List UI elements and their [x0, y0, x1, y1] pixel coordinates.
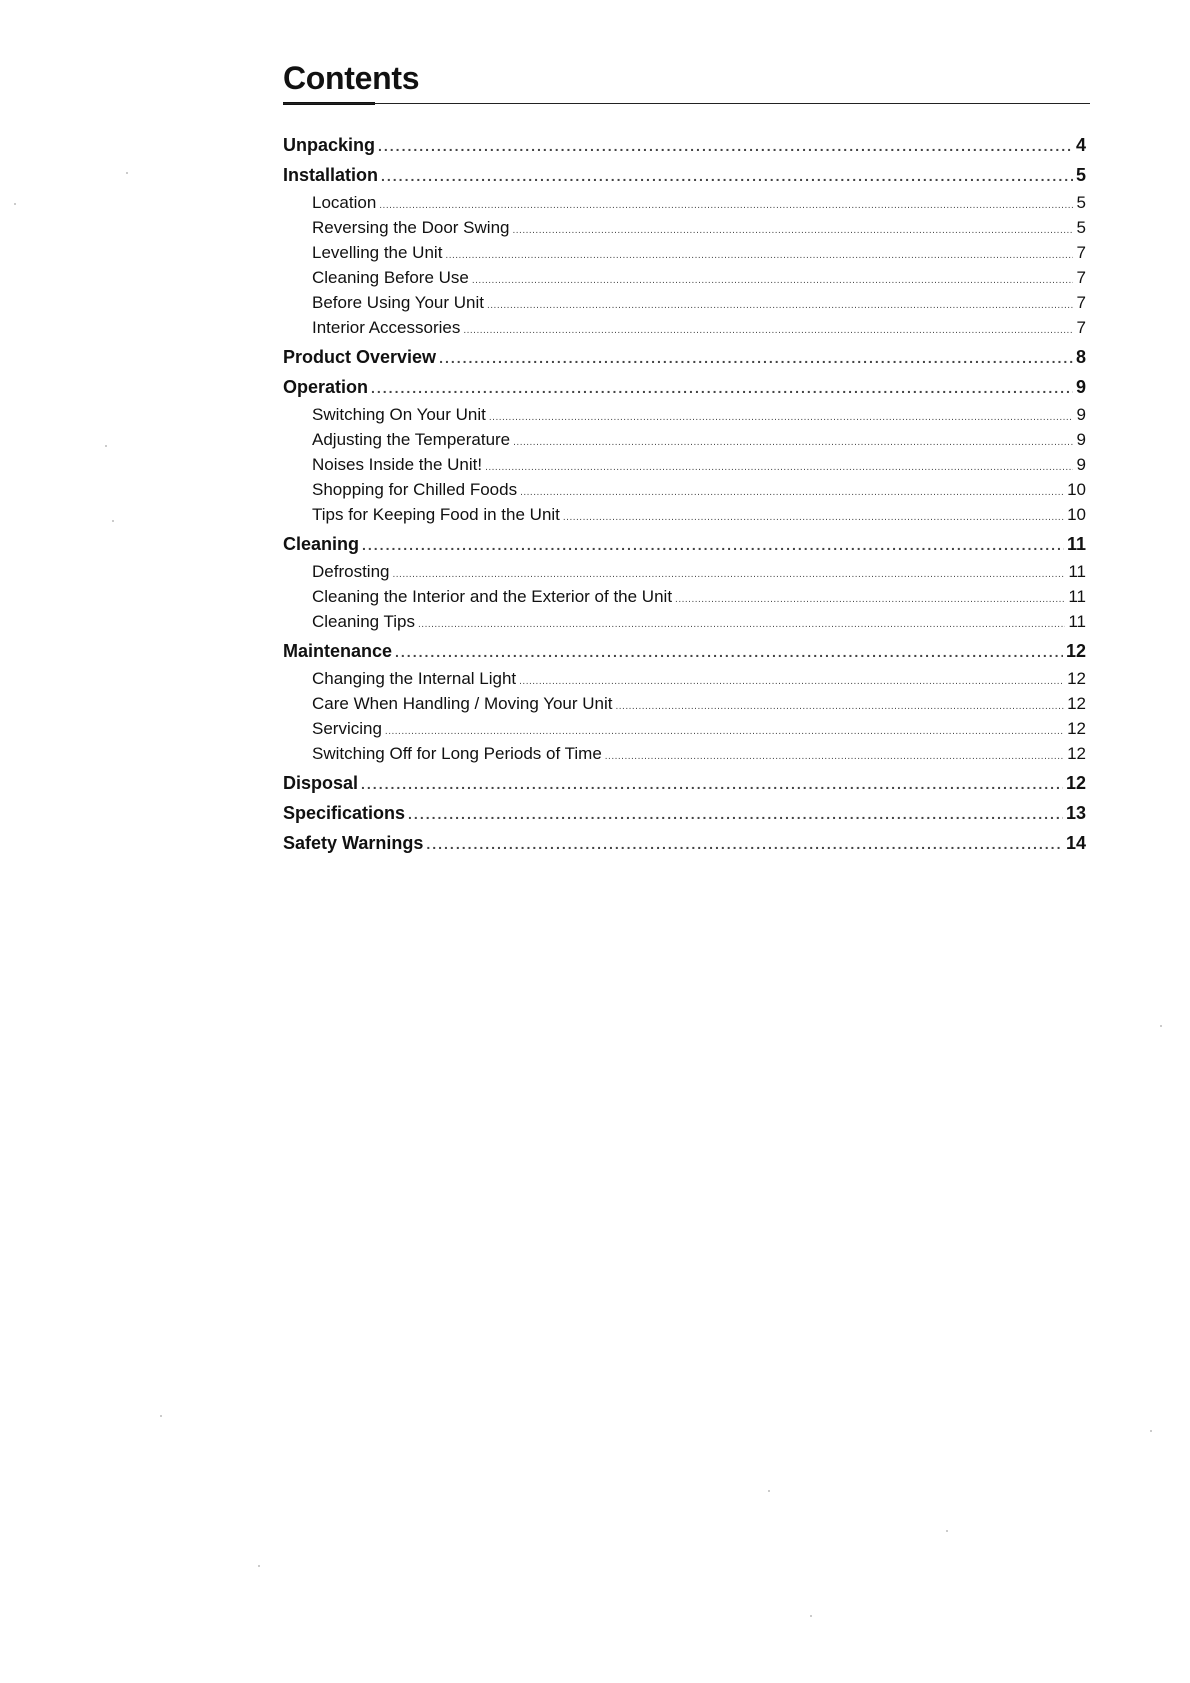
toc-page-number: 12 [1067, 669, 1086, 688]
toc-entry-label: Before Using Your Unit [312, 293, 484, 312]
toc-subsection-entry [283, 691, 1086, 716]
toc-entry-label: Noises Inside the Unit! [312, 455, 483, 474]
toc-page-number: 7 [1076, 268, 1086, 287]
toc-dot-leader [520, 480, 1064, 505]
toc-entry-label: Shopping for Chilled Foods [312, 480, 518, 499]
toc-dot-leader [512, 218, 1073, 243]
toc-page-number: 12 [1065, 773, 1086, 793]
toc-dot-leader [378, 131, 1073, 161]
toc-entry-label: Adjusting the Temperature [312, 430, 511, 449]
toc-subsection-entry [283, 215, 1086, 240]
toc-entry-label: Cleaning the Interior and the Exterior of the Unit [312, 587, 673, 606]
toc-dot-leader [605, 744, 1064, 769]
toc-entry-label: Unpacking [283, 135, 376, 155]
toc-page-number: 11 [1066, 534, 1086, 554]
scan-speck [112, 520, 114, 522]
scan-speck [768, 1490, 770, 1492]
toc-dot-leader [463, 318, 1073, 343]
toc-page-number: 11 [1068, 587, 1086, 606]
toc-entry-label: Servicing [312, 719, 382, 738]
scan-speck [1160, 1025, 1162, 1027]
toc-dot-leader [439, 343, 1073, 373]
toc-page-number: 11 [1068, 562, 1086, 581]
toc-subsection-entry [283, 666, 1086, 691]
toc-section-entry [283, 342, 1086, 372]
toc-entry-label: Reversing the Door Swing [312, 218, 510, 237]
toc-subsection-entry [283, 240, 1086, 265]
toc-page-number: 9 [1076, 455, 1086, 474]
toc-subsection-entry [283, 741, 1086, 766]
toc-page-number: 4 [1075, 135, 1086, 155]
scan-speck [810, 1615, 812, 1617]
scan-speck [14, 203, 16, 205]
toc-page-number: 7 [1076, 293, 1086, 312]
toc-entry-label: Specifications [283, 803, 406, 823]
toc-dot-leader [426, 829, 1063, 859]
toc-subsection-entry [283, 315, 1086, 340]
toc-entry-label: Levelling the Unit [312, 243, 443, 262]
toc-section-entry [283, 372, 1086, 402]
toc-section-entry [283, 768, 1086, 798]
scan-speck [1150, 1430, 1152, 1432]
toc-subsection-entry [283, 559, 1086, 584]
scan-speck [126, 172, 128, 174]
toc-entry-label: Interior Accessories [312, 318, 461, 337]
toc-subsection-entry [283, 427, 1086, 452]
toc-page-number: 12 [1067, 744, 1086, 763]
scan-speck [160, 1415, 162, 1417]
toc-subsection-entry [283, 190, 1086, 215]
toc-entry-label: Cleaning [283, 534, 360, 554]
table-of-contents [283, 130, 1086, 858]
toc-dot-leader [381, 161, 1073, 191]
toc-entry-label: Care When Handling / Moving Your Unit [312, 694, 613, 713]
toc-entry-label: Switching On Your Unit [312, 405, 486, 424]
toc-entry-label: Product Overview [283, 347, 437, 367]
toc-page-number: 13 [1065, 803, 1086, 823]
toc-dot-leader [487, 293, 1073, 318]
toc-entry-label: Safety Warnings [283, 833, 424, 853]
toc-dot-leader [395, 637, 1063, 667]
toc-page-number: 7 [1076, 243, 1086, 262]
scan-speck [946, 1530, 948, 1532]
toc-subsection-entry [283, 477, 1086, 502]
toc-page-number: 5 [1076, 193, 1086, 212]
toc-entry-label: Disposal [283, 773, 359, 793]
toc-entry-label: Operation [283, 377, 369, 397]
toc-entry-label: Defrosting [312, 562, 390, 581]
toc-entry-label: Cleaning Tips [312, 612, 416, 631]
toc-dot-leader [675, 587, 1065, 612]
toc-dot-leader [489, 405, 1073, 430]
toc-dot-leader [616, 694, 1065, 719]
toc-page-number: 9 [1076, 430, 1086, 449]
page-title: Contents [283, 60, 420, 96]
toc-dot-leader [418, 612, 1065, 637]
toc-subsection-entry [283, 290, 1086, 315]
toc-subsection-entry [283, 609, 1086, 634]
toc-page-number: 9 [1076, 405, 1086, 424]
toc-subsection-entry [283, 402, 1086, 427]
toc-subsection-entry [283, 584, 1086, 609]
toc-entry-label: Maintenance [283, 641, 393, 661]
toc-entry-label: Installation [283, 165, 379, 185]
toc-entry-label: Tips for Keeping Food in the Unit [312, 505, 560, 524]
toc-dot-leader [485, 455, 1073, 480]
toc-section-entry [283, 160, 1086, 190]
toc-dot-leader [472, 268, 1073, 293]
toc-dot-leader [563, 505, 1064, 530]
toc-page-number: 5 [1075, 165, 1086, 185]
toc-dot-leader [408, 799, 1063, 829]
toc-dot-leader [362, 530, 1064, 560]
toc-page-number: 10 [1067, 505, 1086, 524]
toc-section-entry [283, 529, 1086, 559]
toc-subsection-entry [283, 716, 1086, 741]
toc-entry-label: Location [312, 193, 377, 212]
toc-entry-label: Changing the Internal Light [312, 669, 517, 688]
toc-dot-leader [445, 243, 1073, 268]
toc-section-entry [283, 130, 1086, 160]
toc-subsection-entry [283, 452, 1086, 477]
toc-dot-leader [371, 373, 1073, 403]
toc-entry-label: Cleaning Before Use [312, 268, 469, 287]
toc-page-number: 8 [1075, 347, 1086, 367]
toc-page-number: 7 [1076, 318, 1086, 337]
toc-entry-label: Switching Off for Long Periods of Time [312, 744, 602, 763]
toc-page-number: 5 [1076, 218, 1086, 237]
scan-speck [105, 445, 107, 447]
title-rule [283, 103, 1090, 104]
toc-page-number: 12 [1067, 694, 1086, 713]
toc-subsection-entry [283, 502, 1086, 527]
toc-page-number: 9 [1075, 377, 1086, 397]
toc-section-entry [283, 798, 1086, 828]
toc-dot-leader [513, 430, 1073, 455]
toc-page-number: 10 [1067, 480, 1086, 499]
toc-subsection-entry [283, 265, 1086, 290]
toc-page-number: 14 [1065, 833, 1086, 853]
toc-page-number: 11 [1068, 612, 1086, 631]
toc-section-entry [283, 828, 1086, 858]
toc-section-entry [283, 636, 1086, 666]
toc-page-number: 12 [1065, 641, 1086, 661]
scan-speck [258, 1565, 260, 1567]
toc-dot-leader [361, 769, 1063, 799]
toc-page-number: 12 [1067, 719, 1086, 738]
